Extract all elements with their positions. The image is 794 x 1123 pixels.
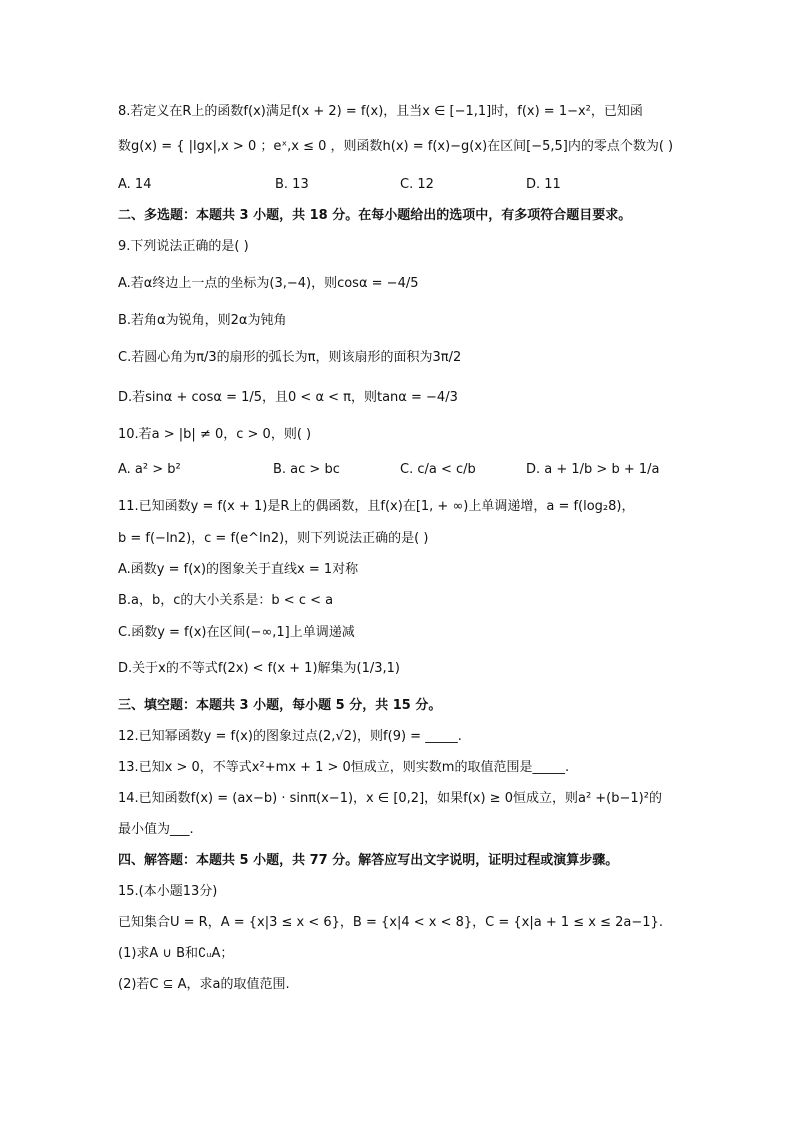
- question-8-options: [118, 176, 678, 194]
- question-11-option-c: C.函数y = f(x)在区间(−∞,1]上单调递减: [118, 625, 355, 640]
- question-15-part-2: (2)若C ⊆ A，求a的取值范围.: [118, 977, 290, 992]
- q10-option-d: D. a + 1/b > b + 1/a: [526, 462, 660, 477]
- q8-option-a: A. 14: [118, 177, 152, 192]
- q10-option-c: C. c/a < c/b: [400, 462, 476, 477]
- section-3-heading: 三、填空题：本题共 3 小题，每小题 5 分，共 15 分。: [118, 698, 442, 713]
- question-15-header: 15.(本小题13分): [118, 884, 218, 899]
- question-11-option-a: A.函数y = f(x)的图象关于直线x = 1对称: [118, 562, 359, 577]
- question-9-option-c: C.若圆心角为π/3的扇形的弧长为π，则该扇形的面积为3π/2: [118, 350, 462, 365]
- question-11-line-1: 11.已知函数y = f(x + 1)是R上的偶函数，且f(x)在[1, + ∞)上单调递增，a = f(log₂8)，: [118, 499, 635, 514]
- question-8-line-2: 数g(x) = { |lgx|,x > 0 ；eˣ,x ≤ 0 ，则函数h(x) = f(x)−g(x)在区间[−5,5]内的零点个数为( ): [118, 139, 674, 154]
- question-14-line-1: 14.已知函数f(x) = (ax−b) · sinπ(x−1)，x ∈ [0,2]，如果f(x) ≥ 0恒成立，则a² +(b−1)²的: [118, 791, 662, 806]
- question-11-line-2: b = f(−ln2)，c = f(e^ln2)，则下列说法正确的是( ): [118, 531, 429, 546]
- q8-option-d: D. 11: [526, 177, 561, 192]
- q8-option-c: C. 12: [400, 177, 434, 192]
- question-14-line-2: 最小值为___.: [118, 822, 194, 837]
- question-13: 13.已知x > 0，不等式x²+mx + 1 > 0恒成立，则实数m的取值范围是_____.: [118, 760, 570, 775]
- question-10-stem: 10.若a > |b| ≠ 0，c > 0，则( ): [118, 427, 312, 442]
- question-12: 12.已知幂函数y = f(x)的图象过点(2,√2)，则f(9) = _____.: [118, 729, 462, 744]
- section-4-heading: 四、解答题：本题共 5 小题，共 77 分。解答应写出文字说明，证明过程或演算步骤。: [118, 853, 619, 868]
- question-15-stem: 已知集合U = R，A = {x|3 ≤ x < 6}，B = {x|4 < x < 8}，C = {x|a + 1 ≤ x ≤ 2a−1}.: [118, 915, 663, 930]
- q10-option-b: B. ac > bc: [273, 462, 340, 477]
- question-11-option-b: B.a，b，c的大小关系是：b < c < a: [118, 593, 334, 608]
- question-10-options: [118, 461, 678, 479]
- question-9-option-b: B.若角α为锐角，则2α为钝角: [118, 313, 287, 328]
- q8-option-b: B. 13: [275, 177, 309, 192]
- question-11-option-d: D.关于x的不等式f(2x) < f(x + 1)解集为(1/3,1): [118, 661, 400, 676]
- question-15-part-1: (1)求A ∪ B和∁ᵤA；: [118, 946, 234, 961]
- section-2-heading: 二、多选题：本题共 3 小题，共 18 分。在每小题给出的选项中，有多项符合题目要求。: [118, 208, 632, 223]
- question-9-option-d: D.若sinα + cosα = 1/5，且0 < α < π，则tanα = −4/3: [118, 390, 458, 405]
- q10-option-a: A. a² > b²: [118, 462, 181, 477]
- question-9-stem: 9.下列说法正确的是( ): [118, 239, 249, 254]
- question-9-option-a: A.若α终边上一点的坐标为(3,−4)，则cosα = −4/5: [118, 276, 419, 291]
- question-8-line-1: 8.若定义在R上的函数f(x)满足f(x + 2) = f(x)，且当x ∈ [−1,1]时，f(x) = 1−x²，已知函: [118, 104, 643, 119]
